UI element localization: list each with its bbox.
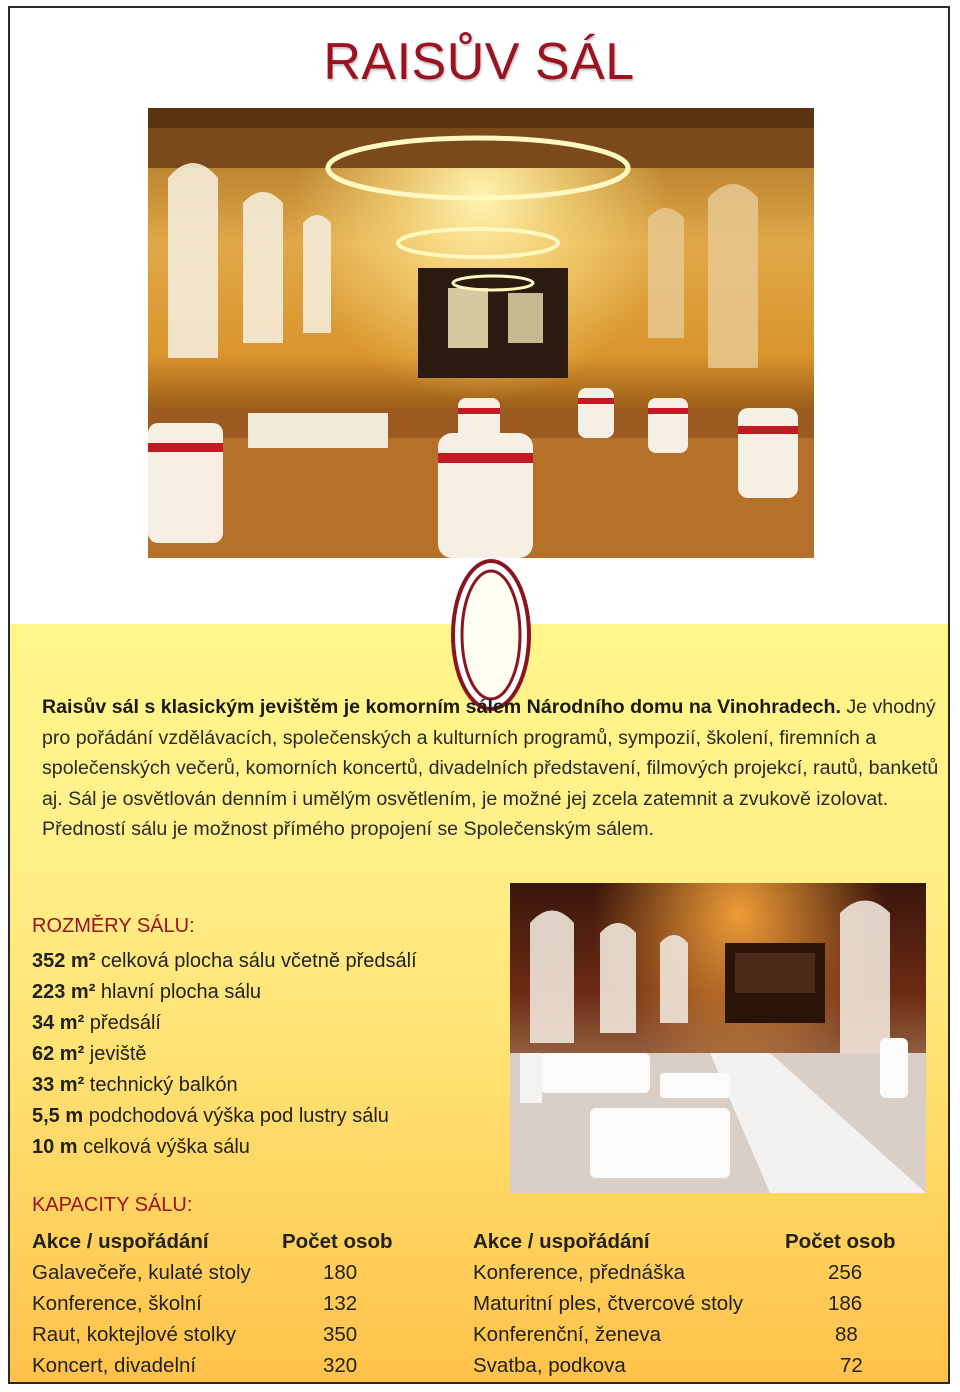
dimensions-list — [32, 946, 492, 1163]
table-row: Konference, školní 132 — [32, 1292, 358, 1315]
description-body: Je vhodný pro pořádání vzdělávacích, společenských a kulturních programů, sympozií, školení, firemních a společenských večerů, komorních koncertů, divadelních představení, filmových projekcí, rautů, banketů aj. Sál je osvětlován denním i umělým osvětlením, je možné jej zcela zatemnit a zvukově izolovat. Předností sálu je možnost přímého propojení se Společenským sálem. — [42, 696, 939, 840]
table-row: Svatba, podkova 72 — [473, 1354, 863, 1377]
capacity-heading: KAPACITY SÁLU: — [32, 1194, 193, 1216]
dimension-item: 10 m celková výška sálu — [32, 1136, 250, 1158]
table-row: Koncert, divadelní 320 — [32, 1354, 358, 1377]
dimension-item: 5,5 m podchodová výška pod lustry sálu — [32, 1105, 389, 1127]
table-row: Raut, koktejlové stolky 350 — [32, 1323, 358, 1346]
table-header — [473, 1226, 943, 1257]
page-frame — [8, 6, 950, 1384]
hall-photo — [148, 108, 814, 558]
description-text — [42, 692, 950, 845]
table-row: Konference, přednáška 256 — [473, 1261, 863, 1284]
capacity-table-right — [473, 1226, 943, 1381]
dimension-item: 223 m² hlavní plocha sálu — [32, 981, 262, 1003]
dimension-item: 33 m² technický balkón — [32, 1074, 238, 1096]
capacity-table-left — [32, 1226, 452, 1381]
column-header-count: Počet osob — [282, 1230, 393, 1253]
column-header-count: Počet osob — [785, 1230, 896, 1253]
table-row: Konferenční, ženeva 88 — [473, 1323, 858, 1346]
description-lead: Raisův sál s klasickým jevištěm je komorním sálem Národního domu na Vinohradech. — [42, 696, 841, 718]
column-header-event: Akce / uspořádání — [32, 1230, 209, 1253]
table-row: Galavečeře, kulaté stoly 180 — [32, 1261, 358, 1284]
dimension-item: 352 m² celková plocha sálu včetně předsálí — [32, 950, 417, 972]
table-header — [32, 1226, 452, 1257]
dimension-item: 62 m² jeviště — [32, 1043, 147, 1065]
page-title: RAISŮV SÁL — [323, 33, 635, 91]
hall-lounge-photo — [510, 883, 926, 1193]
dimensions-heading: ROZMĚRY SÁLU: — [32, 915, 195, 937]
ring-ornament-icon — [448, 556, 534, 714]
dimension-item: 34 m² předsálí — [32, 1012, 161, 1034]
table-row: Maturitní ples, čtvercové stoly 186 — [473, 1292, 863, 1315]
column-header-event: Akce / uspořádání — [473, 1230, 650, 1253]
